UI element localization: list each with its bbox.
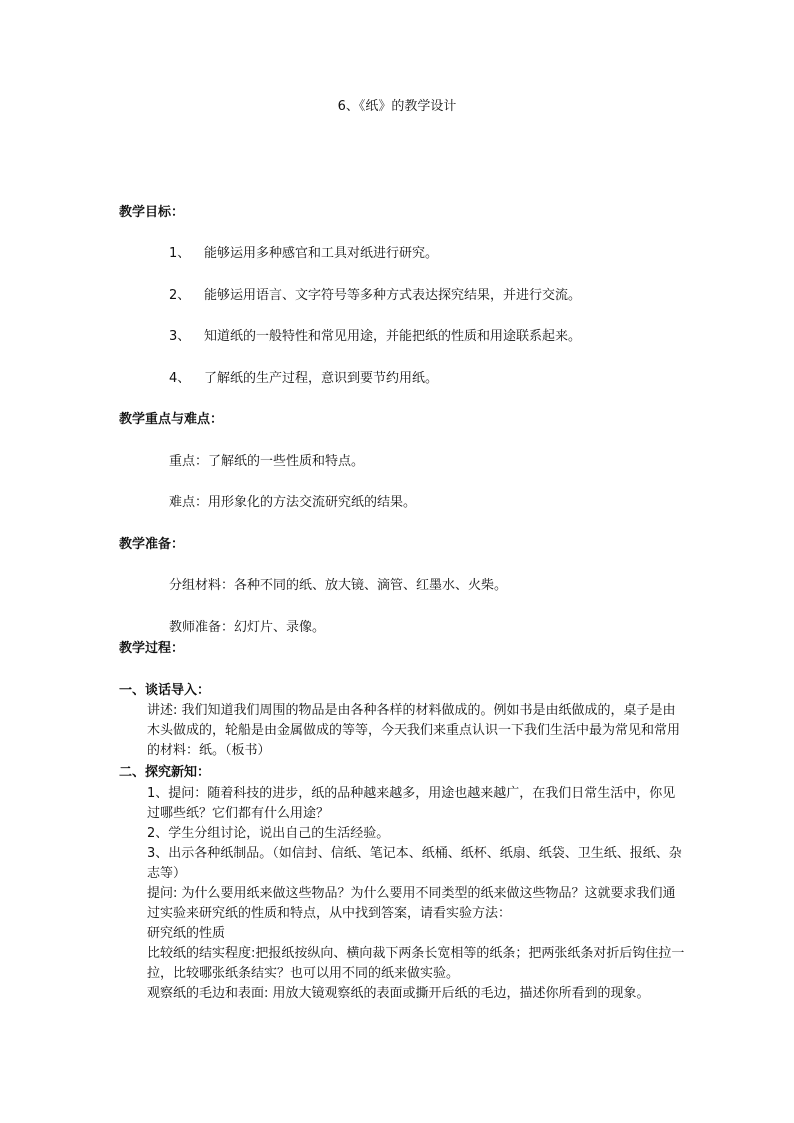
process-heading: 教学过程： [119,641,185,656]
explore-paragraph: 1、提问：随着科技的进步，纸的品种越来越多，用途也越来越广，在我们日常生活中，你见过哪些纸？它们都有什么用途？ [147,786,676,821]
teacher-materials: 教师准备：幻灯片、录像。 [169,620,326,635]
goal-text: 能够运用语言、文字符号等多种方式表达探究结果，并进行交流。 [204,288,582,303]
goal-number: 1、 [169,246,191,261]
section-explore-heading: 二、探究新知： [119,765,211,780]
document-title: 6、《纸》的教学设计 [337,99,457,114]
keys-heading: 教学重点与难点： [119,412,224,427]
explore-paragraph: 2、学生分组讨论，说出自己的生活经验。 [147,826,390,841]
goal-number: 4、 [169,371,191,386]
section-intro-heading: 一、谈话导入： [119,683,211,698]
goals-heading: 教学目标： [119,205,185,220]
explore-paragraph: 提问: 为什么要用纸来做这些物品？为什么要用不同类型的纸来做这些物品？这就要求我们通过实验来研究纸的性质和特点，从中找到答案，请看实验方法： [147,886,676,921]
section-explore-text [147,784,687,1004]
explore-paragraph: 研究纸的性质 [147,926,226,941]
goal-text: 能够运用多种感官和工具对纸进行研究。 [204,246,439,261]
intro-paragraph: 讲述: 我们知道我们周围的物品是由各种各样的材料做成的。例如书是由纸做成的，桌子是由木头做成的，轮船是由金属做成的等等，今天我们来重点认识一下我们生活中最为常见和常用的材料：纸。（板书） [147,703,681,758]
explore-paragraph: 3、出示各种纸制品。（如信封、信纸、笔记本、纸桶、纸杯、纸扇、纸袋、卫生纸、报纸、杂志等） [147,846,682,881]
key-point: 重点：了解纸的一些性质和特点。 [169,454,365,469]
explore-paragraph: 观察纸的毛边和表面: 用放大镜观察纸的表面或撕开后纸的毛边，描述你所看到的现象。 [147,986,650,1001]
group-materials: 分组材料：各种不同的纸、放大镜、滴管、红墨水、火柴。 [169,578,508,593]
goal-number: 2、 [169,288,191,303]
goal-number: 3、 [169,329,191,344]
goal-text: 知道纸的一般特性和常见用途，并能把纸的性质和用途联系起来。 [204,329,582,344]
explore-paragraph: 比较纸的结实程度:把报纸按纵向、横向裁下两条长宽相等的纸条；把两张纸条对折后钩住拉一拉，比较哪张纸条结实？也可以用不同的纸来做实验。 [147,946,685,981]
difficulty-point: 难点：用形象化的方法交流研究纸的结果。 [169,495,417,510]
section-intro-text [147,701,687,761]
prep-heading: 教学准备： [119,537,185,552]
goal-text: 了解纸的生产过程，意识到要节约用纸。 [204,371,439,386]
